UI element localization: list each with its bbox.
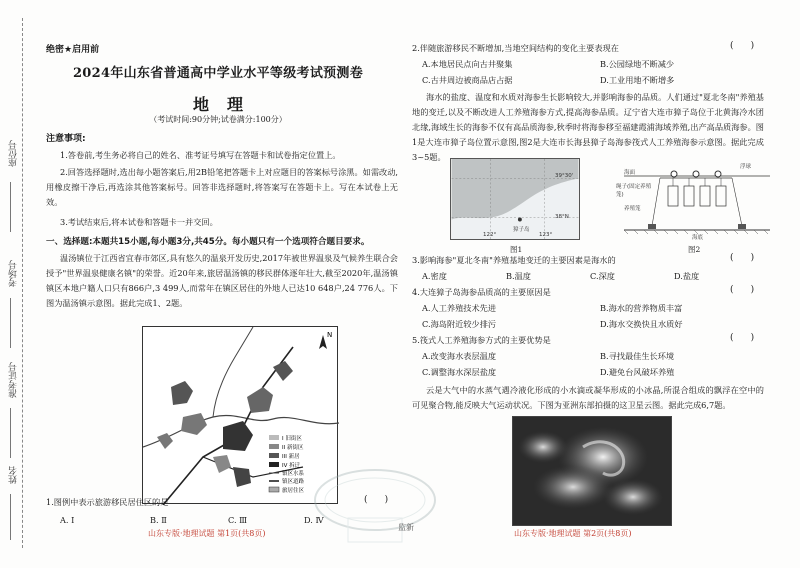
river-branch [213,327,253,417]
legend-swatch [269,453,279,458]
section-one-heading: 一、选择题:本题共15小题,每小题3分,共45分。每小题只有一个选项符合题目要求。 [46,237,370,247]
seat-number-label: 座位号 [9,140,19,167]
subject-title: 地理 [192,95,261,114]
question-1-option-d: D. Ⅳ [304,515,324,525]
question-4-answer-paren: ( ) [730,285,755,295]
legend-item: IV 拆迁 [282,463,301,469]
cage-icon [684,186,694,206]
figure-1-caption: 图1 [510,245,523,254]
question-1-stem: 1.图例中表示旅游移民居住区的是 [46,497,169,507]
binding-line [22,18,23,548]
name-label: 姓名 [9,466,19,484]
question-3-stem: 3.影响海参"夏北冬南"养殖基地变迁的主要因素是海水的 [412,255,616,265]
cage-icon [700,186,710,206]
question-4-option-c: C.海岛附近较少排污 [422,319,497,329]
secret-mark: 绝密★启用前 [46,45,100,55]
question-3-option-c: C.深度 [590,271,615,281]
notes-title: 注意事项: [46,134,86,144]
fig2-label-surface: 海面 [624,170,636,176]
legend-swatch [269,462,279,467]
district-patch [233,467,251,487]
question-3-answer-paren: ( ) [730,253,755,263]
question-1-option-b: B. Ⅱ [150,515,167,525]
fig1-lon-label: 122° [483,232,497,238]
fig1-lat-label: 38°N [555,214,569,220]
legend-item: I 旧街区 [282,436,302,442]
district-patch [273,361,293,381]
fig2-label-cage: 养殖笼 [624,206,641,212]
question-4-stem: 4.大连獐子岛海参品质高的主要原因是 [412,287,551,297]
legend-item: 镇区道路 [282,479,305,485]
district-patch [213,455,231,473]
satellite-cloud-svg [513,417,672,526]
question-3-option-d: D.盐度 [674,271,700,281]
question-4-option-b: B.海水的营养物质丰富 [600,303,683,313]
seat-number-line [10,182,11,232]
question-2-stem: 2.伴随旅游移民不断增加,当地空间结构的变化主要表现在 [412,43,619,53]
exam-title: 2024年山东省普通高中学业水平等级考试预测卷 [72,66,364,81]
question-2-answer-paren: ( ) [730,41,755,51]
exam-info: （考试时间:90分钟;试卷满分:100分） [149,115,287,124]
note-1: 1.答卷前,考生务必将自己的姓名、准考证号填写在答题卡和试卷指定位置上。 [60,150,341,160]
fig2-label-float: 浮球 [740,164,752,170]
figure-1-map [450,158,580,240]
island-marker [518,218,522,222]
ticket-number-line [10,408,11,458]
legend-item: III 新居 [282,454,300,460]
question-2-option-a: A.本地居民点向古井聚集 [422,59,513,69]
fig2-label-rope: 绳子(固定养殖笼) [616,184,652,198]
question-3-option-a: A.密度 [422,271,447,281]
fig1-lat-label: 39°30' [555,173,574,179]
satellite-cloud-image [512,416,672,526]
watermark-label: 监新 [398,523,414,532]
legend-item: 镇区水系 [282,471,305,477]
question-1-option-c: C. Ⅲ [228,515,248,525]
legend-item: II 新街区 [282,445,304,451]
question-2-option-c: C.古井周边被商品店占据 [422,75,513,85]
question-5-stem: 5.筏式人工养殖海参方式的主要优势是 [412,335,551,345]
float-ball-icon [715,171,721,177]
legend-swatch [269,444,279,449]
fig1-lon-label: 123° [539,232,553,238]
room-number-label: 考场号 [9,260,19,287]
north-label: N [327,331,333,339]
cage-icon [668,186,678,206]
question-2-option-b: B.公园绿地不断减少 [600,59,675,69]
room-number-line [10,298,11,348]
binding-margin [0,0,34,568]
cloud-passage: 云是大气中的水蒸气遇冷液化形成的小水滴或凝华形成的小冰晶,所混合组成的飘浮在空中的可见聚合物,能反映大气运动状况。下图为亚洲东部拍摄的这卫星云图。据此完成6,7题。 [412,385,764,410]
note-2: 2.回答选择题时,选出每小题答案后,用2B铅笔把答题卡上对应题目的答案标号涂黑。如需改动,用橡皮擦干净后,再选涂其他答案标号。回答非选择题时,将答案写在答题卡上。写在本试卷上无效。 [46,167,398,207]
legend-swatch [269,435,279,440]
question-4-option-a: A.人工养殖技术先进 [422,303,497,313]
figure-2-caption: 图2 [688,245,701,254]
question-5-option-c: C.调整海水深层盐度 [422,367,497,377]
question-1-option-a: A. Ⅰ [60,515,75,525]
legend-item: 旅居住区 [282,488,305,494]
question-2-option-d: D.工业用地不断增多 [600,75,675,85]
cage-icon [716,186,726,206]
sea-cucumber-passage: 海水的盐度、温度和水质对海参生长影响较大,并影响海参的品质。人们通过"夏北冬南"养殖基地的变迁,以及不断改进人工养殖海参方式,提高海参品质。辽宁省大连市獐子岛位于北黄海冷水团北缘,海域生长的海参不仅有高品质海参,秋季时将海参移至福建霞浦海域养殖,出产高品质海参。图1是大连市獐子岛位置示意图,图2是大连市长海县獐子岛海参筏式人工养殖海参示意图。据此完成3~5题。 [412,92,764,162]
page-2-footer: 山东专版·地理试题 第2页(共8页) [514,529,632,538]
district-patch [181,413,207,435]
figure-2-diagram [616,160,770,241]
legend-swatch [269,487,279,492]
page-1-footer: 山东专版·地理试题 第1页(共8页) [148,529,266,538]
fig2-label-seabed: 海底 [692,235,704,241]
question-5-option-d: D.避免台风破坏养殖 [600,367,675,377]
question-5-option-a: A.改变海水表层温度 [422,351,497,361]
district-patch [247,387,273,413]
north-arrow-icon [319,335,327,349]
fig1-island-label: 獐子岛 [513,227,530,233]
question-3-option-b: B.温度 [506,271,531,281]
district-patch [223,421,253,451]
question-5-option-b: B.寻找最佳生长环境 [600,351,675,361]
float-ball-icon [693,171,699,177]
question-5-answer-paren: ( ) [730,333,755,343]
right-column [412,0,772,568]
wentang-passage: 温汤镇位于江西省宜春市郊区,具有悠久的温泉开发历史,2017年被世界温泉及气候养生联合会授予"世界温泉健康名镇"的荣誉。近20年来,旅居温汤镇的移民群体逐年壮大,截至2020年,温汤镇镇区本地户籍人口只有866户,3 499人,而常年在镇区居住的外地人已达10 648户,24 776人。下图为温汤镇示意图。据此完成1、2题。 [46,253,398,308]
ticket-number-label: 准考证号 [9,362,19,398]
question-1-answer-paren: ( ) [364,495,389,505]
note-3: 3.考试结束后,将本试卷和答题卡一并交回。 [60,217,218,227]
float-ball-icon [671,171,677,177]
figure-2-svg [624,160,770,240]
question-4-option-d: D.海水交换快且水质好 [600,319,683,329]
name-line [10,494,11,540]
district-patch [171,381,193,405]
